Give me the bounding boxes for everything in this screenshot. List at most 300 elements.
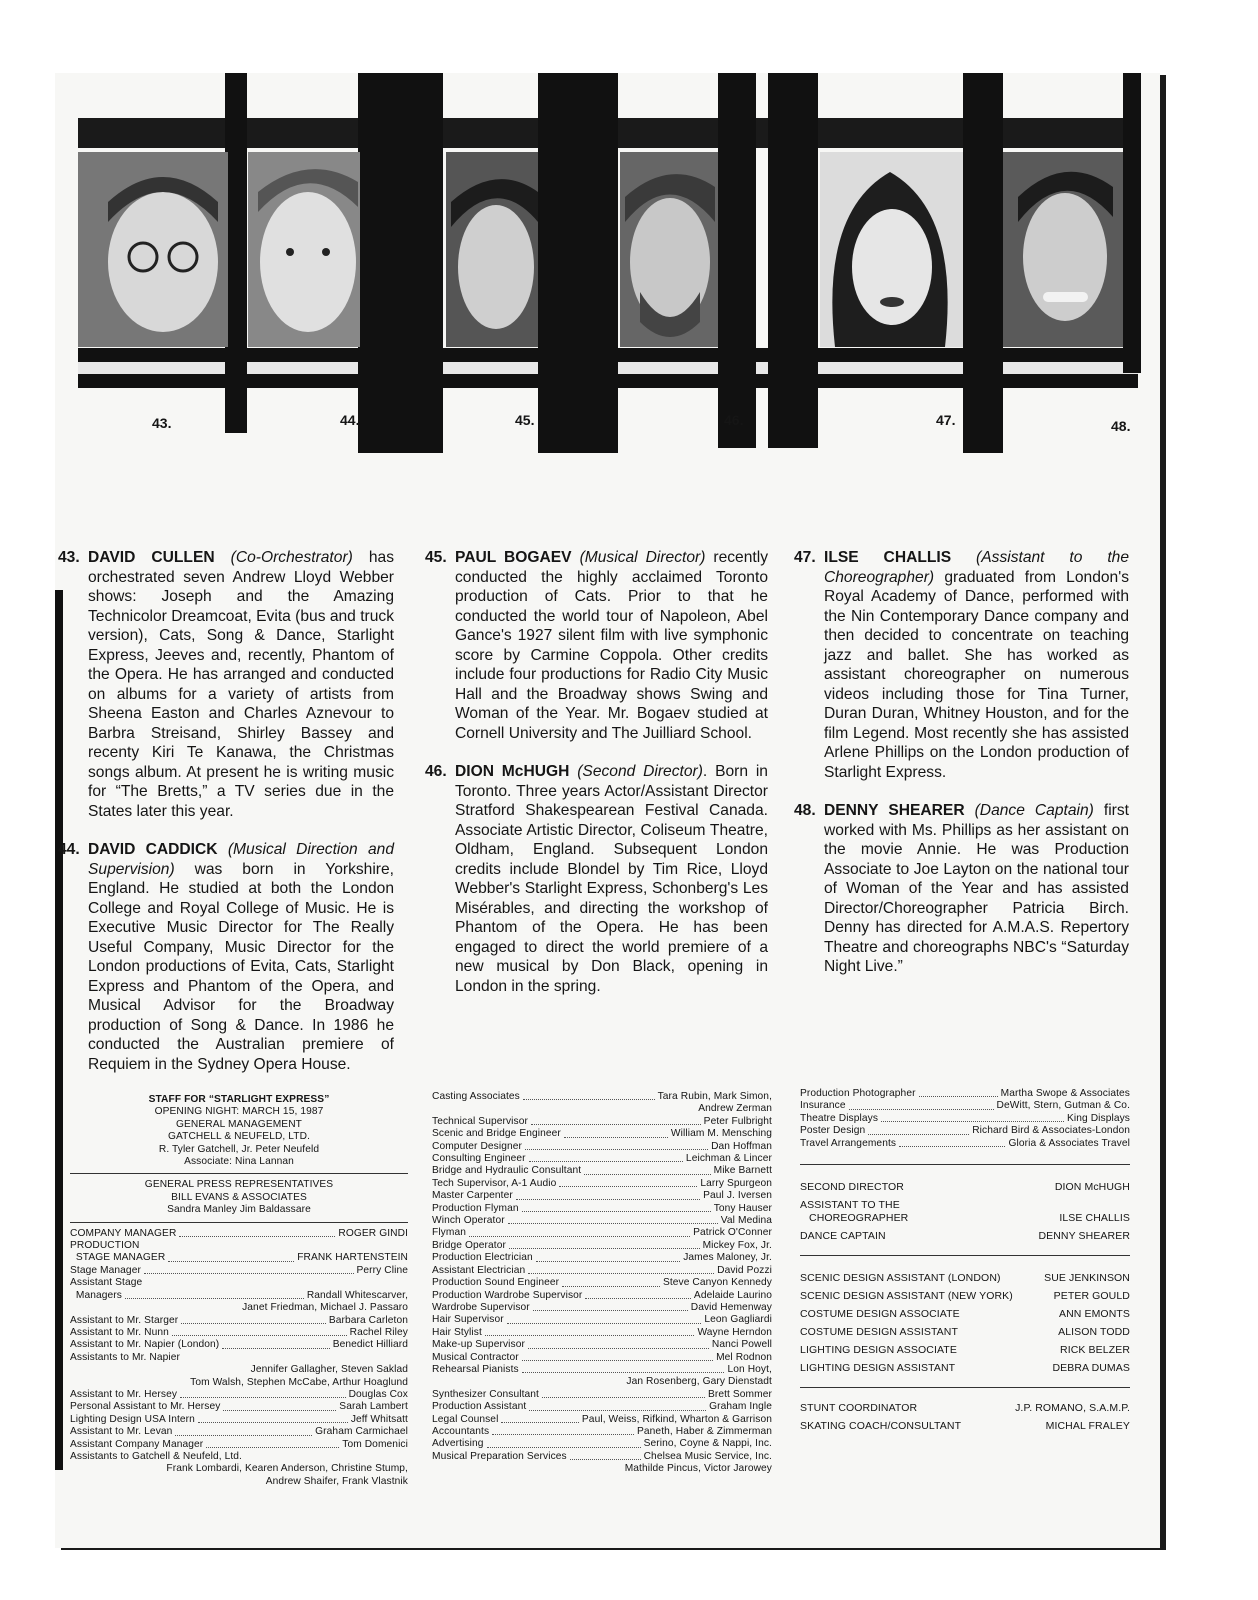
credit-name: RICK BELZER [1060,1344,1130,1357]
staff-value: Jeff Whitsatt [350,1413,408,1425]
photo-paul-bogaev [446,152,538,347]
bio-name: PAUL BOGAEV [455,549,572,566]
staff-value: Larry Spurgeon [700,1177,772,1189]
staff-value: Paul, Weiss, Rifkind, Wharton & Garrison [581,1413,772,1425]
staff-role: Computer Designer [432,1140,523,1152]
frame-number-48: 48. [1111,418,1131,434]
frame-number-47: 47. [936,412,956,428]
staff-role: Personal Assistant to Mr. Hersey [70,1401,221,1413]
leader-dots [175,1426,312,1435]
staff-role: PRODUCTION [70,1240,140,1252]
general-management-company: GATCHELL & NEUFELD, LTD. [167,1131,311,1143]
staff-value: Jan Rosenberg, Gary Dienstadt [626,1376,772,1388]
film-post-6 [963,73,1003,453]
staff-row [70,1302,408,1314]
bio-46 [425,762,768,996]
staff-row [432,1352,772,1364]
leader-dots [529,1153,683,1162]
staff-row [70,1476,408,1488]
staff-row [70,1290,408,1302]
staff-row [800,1100,1130,1112]
leader-dots [542,1389,705,1398]
staff-row [432,1376,772,1388]
film-strip [78,0,1160,434]
leader-dots [881,1113,1064,1122]
credits-group-2 [800,1272,1130,1375]
bio-name: ILSE CHALLIS [824,549,952,566]
staff-row [70,1426,408,1438]
staff-value: Serino, Coyne & Nappi, Inc. [643,1438,772,1450]
staff-role: Production Electrician [432,1252,533,1264]
credit-role: STUNT COORDINATOR [800,1402,918,1415]
credit-name: J.P. ROMANO, S.A.M.P. [1015,1402,1130,1415]
staff-row [432,1277,772,1289]
leader-dots [849,1100,994,1109]
staff-role: Synthesizer Consultant [432,1388,539,1400]
staff-role: Legal Counsel [432,1413,499,1425]
staff-role: Theatre Displays [800,1112,879,1124]
leader-dots [144,1265,354,1274]
staff-row [432,1227,772,1239]
frame-number-45: 45. [515,412,535,428]
leader-dots [559,1178,697,1187]
staff-row [432,1451,772,1463]
staff-middle-list [432,1091,772,1476]
staff-row [70,1401,408,1413]
credit-row [800,1344,1130,1357]
staff-value: Mathilde Pincus, Victor Jarowey [624,1463,772,1475]
staff-role: Assistants to Mr. Napier [70,1351,180,1363]
credit-name: ANN EMONTS [1058,1308,1130,1321]
staff-row [432,1153,772,1165]
bio-number: 44. [58,841,80,858]
credit-name: PETER GOULD [1053,1290,1130,1303]
staff-role: Assistant to Mr. Starger [70,1314,179,1326]
staff-value: Lon Hoyt, [727,1363,772,1375]
leader-dots [570,1451,641,1460]
bio-role: (Co-Orchestrator) [230,549,353,566]
staff-role: Managers [70,1289,122,1301]
leader-dots [180,1389,346,1398]
leader-dots [529,1401,706,1410]
staff-value: Dan Hoffman [711,1140,772,1152]
staff-value: DeWitt, Stern, Gutman & Co. [996,1100,1130,1112]
bio-name: DENNY SHEARER [824,802,965,819]
credit-row [800,1272,1130,1285]
leader-dots [485,1327,695,1336]
credit-name: SUE JENKINSON [1044,1272,1130,1285]
staff-row [70,1327,408,1339]
staff-row [70,1377,408,1389]
staff-value: Janet Friedman, Michael J. Passaro [242,1302,408,1314]
staff-value: FRANK HARTENSTEIN [297,1252,408,1264]
leader-dots [125,1290,304,1299]
staff-role: Stage Manager [70,1264,141,1276]
staff-value: Douglas Cox [348,1388,408,1400]
staff-value: Chelsea Music Service, Inc. [643,1450,772,1462]
staff-row [432,1103,772,1115]
photo-ilse-challis [820,152,963,347]
general-management-names: R. Tyler Gatchell, Jr. Peter Neufeld [158,1143,320,1155]
staff-column-right [800,1088,1130,1438]
staff-role: STAGE MANAGER [70,1252,166,1264]
staff-value: Richard Bird & Associates-London [972,1125,1130,1137]
leader-dots [528,1265,714,1274]
staff-row [70,1439,408,1451]
staff-value: David Hemenway [690,1301,772,1313]
staff-row [70,1265,408,1277]
frame-number-44: 44. [340,412,360,428]
staff-row [432,1314,772,1326]
staff-row [432,1389,772,1401]
bio-text: graduated from London's Royal Academy of Dance, performed with the Nin Contemporary Dance company and then decided to concentrate on teaching jazz and ballet. She has worked as assistant choreographer on numerous videos including those for Tina Turner, Duran Duran, Whitney Houston, and for the film Legend. Most recently she has assisted Arlene Phillips on the London production of Starlight Express. [824,568,1129,781]
staff-row [432,1203,772,1215]
bio-name: DAVID CADDICK [88,841,218,858]
film-post-4 [718,73,756,448]
staff-value: Leon Gagliardi [704,1314,772,1326]
film-post-5 [768,73,818,448]
staff-value: Mel Rodnon [716,1351,772,1363]
credit-name: DION McHUGH [1054,1181,1130,1194]
opening-night: OPENING NIGHT: MARCH 15, 1987 [154,1106,324,1118]
credit-role: SCENIC DESIGN ASSISTANT (NEW YORK) [800,1290,1013,1303]
staff-role: Insurance [800,1100,846,1112]
staff-title: STAFF FOR “STARLIGHT EXPRESS” [148,1094,330,1105]
staff-row [432,1091,772,1103]
leader-dots [564,1128,668,1137]
staff-value: ROGER GINDI [338,1227,408,1239]
staff-role: Production Wardrobe Supervisor [432,1289,583,1301]
leader-dots [522,1203,711,1212]
staff-row [800,1088,1130,1100]
staff-role: Advertising [432,1438,484,1450]
staff-row [70,1228,408,1240]
divider [70,1173,408,1174]
staff-value: Gloria & Associates Travel [1008,1137,1130,1149]
leader-dots [492,1426,634,1435]
staff-value: Tony Hauser [713,1202,772,1214]
staff-row [432,1116,772,1128]
staff-row [432,1438,772,1450]
staff-role: Scenic and Bridge Engineer [432,1128,561,1140]
staff-column-left [70,1094,408,1488]
staff-value: King Displays [1066,1112,1130,1124]
staff-row [70,1352,408,1364]
leader-dots [584,1165,710,1174]
leader-dots [223,1401,336,1410]
bio-text: . Born in Toronto. Three years Actor/Assistant Director Stratford Shakespearean Festival Canada. Associate Artistic Director, Coliseum Theatre, Oldham, England. Subsequent London credits include Blondel by Tim Rice, Lloyd Webber's Starlight Express, Schonberg's Les Misérables, and directing the workshop of Phantom of the Opera. He has been engaged to direct the world premiere of a new musical by Don Black, opening in London in the spring. [455,763,768,995]
staff-value: Graham Carmichael [315,1426,408,1438]
leader-dots [533,1302,688,1311]
staff-role: COMPANY MANAGER [70,1227,177,1239]
leader-dots [919,1088,998,1097]
leader-dots [868,1125,969,1134]
staff-role: Assistant Company Manager [70,1438,204,1450]
staff-row [432,1165,772,1177]
staff-row [432,1141,772,1153]
press-heading: GENERAL PRESS REPRESENTATIVES [144,1179,334,1191]
bio-text: has orchestrated seven Andrew Lloyd Webber shows: Joseph and the Amazing Technicolor Dreamcoat, Evita (bus and truck version), Cats, Song & Dance, Starlight Express, Jeeves and, recently, Phantom of the Opera. He has arranged and conducted on albums for a variety of artists from Sheena Easton and Charles Aznevour to Barbra Streisand, Shirley Bassey and recenty Kiri Te Kanawa, the Christmas songs album. At present he is writing music for “The Bretts,” a TV series due in the States later this year. [88,549,394,820]
bio-number: 47. [794,549,816,566]
bio-number: 46. [425,763,447,780]
staff-column-middle [432,1091,772,1476]
staff-value: Tom Domenici [342,1438,408,1450]
bio-name: DAVID CULLEN [88,549,215,566]
credit-row [800,1420,1130,1433]
divider [800,1387,1130,1388]
divider [800,1164,1130,1165]
staff-value: Patrick O'Conner [693,1227,772,1239]
credit-name: ILSE CHALLIS [1059,1212,1130,1225]
press-company: BILL EVANS & ASSOCIATES [171,1191,307,1203]
press-names: Sandra Manley Jim Baldassare [167,1204,311,1216]
staff-row [800,1113,1130,1125]
staff-row [432,1178,772,1190]
credit-role: COSTUME DESIGN ASSOCIATE [800,1308,960,1321]
frame-number-43: 43. [152,415,172,431]
credit-row [800,1326,1130,1339]
bio-role: (Second Director) [577,763,703,780]
staff-row [70,1389,408,1401]
credits-group-1 [800,1181,1130,1243]
staff-role: Assistant to Mr. Levan [70,1426,173,1438]
bio-column-3 [794,548,1129,996]
staff-row [432,1252,772,1264]
photo-david-caddick [248,152,360,347]
staff-row [432,1401,772,1413]
staff-value: Paneth, Haber & Zimmerman [637,1425,772,1437]
staff-value: Rachel Riley [349,1326,408,1338]
staff-role: Wardrobe Supervisor [432,1301,530,1313]
staff-row [432,1302,772,1314]
leader-dots [168,1252,294,1261]
staff-role: Consulting Engineer [432,1153,526,1165]
photo-dion-mchugh [620,152,718,347]
bio-name: DION McHUGH [455,763,570,780]
staff-row [70,1451,408,1463]
staff-role: Bridge and Hydraulic Consultant [432,1165,582,1177]
leader-dots [181,1315,326,1324]
staff-value: Benedict Hilliard [332,1339,408,1351]
staff-value: James Maloney, Jr. [683,1252,772,1264]
staff-value: Mike Barnett [713,1165,772,1177]
staff-role: Production Assistant [432,1401,527,1413]
bio-47 [794,548,1129,782]
bio-text: recently conducted the highly acclaimed Toronto production of Cats. Prior to that he conducted the world tour of Napoleon, Abel Gance's 1927 silent film with live symphonic score by Carmine Coppola. Other credits include four productions for Radio City Music Hall and the Broadway shows Swing and Woman of the Year. Mr. Bogaev studied at Cornell University and The Juilliard School. [455,549,768,742]
bio-role: (Dance Captain) [974,802,1094,819]
bio-column-1 [58,548,394,1093]
divider [800,1255,1130,1256]
staff-header [70,1094,408,1168]
leader-dots [516,1190,700,1199]
leader-dots [469,1227,690,1236]
staff-role: Master Carpenter [432,1190,513,1202]
staff-row [432,1426,772,1438]
staff-row [70,1414,408,1426]
credit-name: MICHAL FRALEY [1045,1420,1130,1433]
staff-value: Adelaide Laurino [693,1289,772,1301]
staff-row [432,1327,772,1339]
staff-role: Flyman [432,1227,466,1239]
staff-row [432,1240,772,1252]
staff-row [70,1339,408,1351]
staff-row [432,1339,772,1351]
leader-dots [509,1240,700,1249]
staff-value: Andrew Shaifer, Frank Vlastnik [265,1475,408,1487]
staff-value: Mickey Fox, Jr. [702,1239,772,1251]
staff-role: Assistants to Gatchell & Neufeld, Ltd. [70,1450,242,1462]
leader-dots [222,1339,329,1348]
staff-left-list [70,1228,408,1489]
staff-role: Lighting Design USA Intern [70,1413,195,1425]
general-management-associate: Associate: Nina Lannan [184,1156,294,1168]
leader-dots [522,1352,713,1361]
credit-name: DEBRA DUMAS [1052,1362,1130,1375]
bio-number: 45. [425,549,447,566]
film-post-7 [1123,73,1141,373]
staff-role: Production Photographer [800,1088,916,1099]
staff-row [432,1414,772,1426]
staff-role: Technical Supervisor [432,1115,528,1127]
staff-row [70,1364,408,1376]
staff-row [432,1215,772,1227]
staff-value: Perry Cline [356,1264,408,1276]
staff-row [800,1138,1130,1150]
credit-row [800,1402,1130,1415]
staff-role: Casting Associates [432,1091,520,1102]
staff-row [432,1463,772,1475]
credit-name: ALISON TODD [1058,1326,1130,1339]
film-post-2 [358,73,443,453]
staff-role: Production Sound Engineer [432,1277,560,1289]
staff-role: Make-up Supervisor [432,1339,525,1351]
credit-row [800,1290,1130,1303]
bio-role: (Musical Direction and Supervision) [88,841,395,878]
leader-dots [522,1364,725,1373]
credit-role: LIGHTING DESIGN ASSOCIATE [800,1344,957,1357]
staff-role: Bridge Operator [432,1239,506,1251]
staff-role: Assistant to Mr. Nunn [70,1326,169,1338]
general-management-heading: GENERAL MANAGEMENT [176,1118,302,1130]
bio-number: 48. [794,802,816,819]
staff-value: Jennifer Gallagher, Steven Saklad [250,1364,408,1376]
staff-value: Paul J. Iversen [703,1190,772,1202]
film-post-3 [538,73,618,453]
bio-role: (Assistant to the Choreographer) [824,549,1129,586]
staff-row [70,1277,408,1289]
bio-text: first worked with Ms. Phillips as her assistant on the movie Annie. He was Production Associate to Joe Layton on the national tour of Woman of the Year and has assisted Director/Choreographer Patricia Birch. Denny has directed for A.M.A.S. Repertory Theatre and choreographs NBC's “Saturday Night Live.” [824,802,1129,975]
bio-43 [58,548,394,821]
film-post-1 [225,73,247,433]
staff-value: Martha Swope & Associates [1000,1088,1130,1099]
staff-role: Winch Operator [432,1215,505,1227]
staff-right-list [800,1088,1130,1150]
leader-dots [508,1215,718,1224]
staff-value: Randall Whitescarver, [306,1289,408,1301]
credit-role: ASSISTANT TO THE CHOREOGRAPHER [800,1199,909,1225]
staff-row [432,1128,772,1140]
staff-row [70,1240,408,1252]
staff-role: Rehearsal Pianists [432,1363,519,1375]
staff-role: Assistant Electrician [432,1264,526,1276]
staff-role: Hair Stylist [432,1326,482,1338]
photo-david-cullen [78,152,228,347]
staff-role: Musical Contractor [432,1351,519,1363]
credit-role: SECOND DIRECTOR [800,1181,904,1194]
staff-role: Assistant Stage [70,1277,143,1289]
staff-value: Tom Walsh, Stephen McCabe, Arthur Hoaglund [190,1376,408,1388]
staff-role: Production Flyman [432,1202,519,1214]
credit-role: SCENIC DESIGN ASSISTANT (LONDON) [800,1272,1001,1285]
divider [70,1222,408,1223]
staff-role: Tech Supervisor, A-1 Audio [432,1177,557,1189]
staff-role: Travel Arrangements [800,1137,897,1149]
staff-value: Peter Fulbright [703,1115,772,1127]
staff-row [432,1290,772,1302]
staff-role: Accountants [432,1425,490,1437]
credits-group-3 [800,1402,1130,1433]
bio-45 [425,548,768,743]
staff-value: David Pozzi [717,1264,772,1276]
leader-dots [585,1290,691,1299]
staff-value: Graham Ingle [709,1401,772,1413]
staff-row [70,1252,408,1264]
staff-row [432,1265,772,1277]
staff-value: Nanci Powell [711,1339,772,1351]
bio-column-2 [425,548,768,1015]
credit-role: COSTUME DESIGN ASSISTANT [800,1326,958,1339]
staff-value: Sarah Lambert [339,1401,408,1413]
staff-row [432,1190,772,1202]
bio-number: 43. [58,549,80,566]
staff-role: Hair Supervisor [432,1314,504,1326]
leader-dots [562,1277,660,1286]
leader-dots [501,1414,578,1423]
staff-value: Barbara Carleton [328,1314,408,1326]
leader-dots [528,1339,709,1348]
staff-row [70,1463,408,1475]
staff-value: Wayne Herndon [697,1326,772,1338]
leader-dots [172,1327,347,1336]
staff-row [800,1125,1130,1137]
credit-row [800,1230,1130,1243]
leader-dots [206,1439,339,1448]
staff-value: Brett Sommer [707,1388,772,1400]
staff-role: Assistant to Mr. Napier (London) [70,1339,220,1351]
credit-role: DANCE CAPTAIN [800,1230,886,1243]
staff-value: Leichman & Lincer [685,1153,772,1165]
leader-dots [487,1438,641,1447]
staff-value: Val Medina [720,1215,772,1227]
bio-44 [58,840,394,1074]
credit-row [800,1181,1130,1194]
staff-row [432,1364,772,1376]
leader-dots [179,1228,335,1237]
press-representatives [70,1179,408,1216]
staff-role: Poster Design [800,1125,866,1137]
leader-dots [536,1252,680,1261]
photo-denny-shearer [1003,152,1123,347]
credit-row [800,1308,1130,1321]
credit-role: SKATING COACH/CONSULTANT [800,1420,962,1433]
bio-role: (Musical Director) [579,549,706,566]
credit-row [800,1362,1130,1375]
leader-dots [531,1116,701,1125]
staff-row [70,1315,408,1327]
frame-number-46: 46. [724,412,744,428]
credit-name: DENNY SHEARER [1038,1230,1130,1243]
staff-value: Andrew Zerman [698,1103,772,1115]
